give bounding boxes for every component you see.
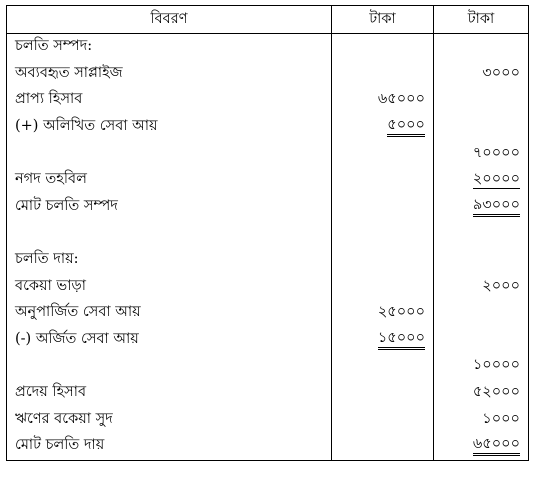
row-amount-1-cell: [332, 247, 434, 274]
row-amount-2-cell: [434, 140, 529, 167]
row-description: [7, 140, 332, 167]
table-row: [7, 353, 529, 380]
row-amount-2-cell: [434, 34, 529, 61]
row-amount-1-cell: [332, 353, 434, 380]
row-description: [7, 353, 332, 380]
table-row: [7, 87, 529, 114]
table-row: [7, 61, 529, 88]
row-amount-2-cell: [434, 433, 529, 460]
row-amount-1-cell: [332, 220, 434, 247]
row-amount-1: ৫০০০: [387, 118, 425, 137]
table-body: [7, 34, 529, 461]
table-row: [7, 300, 529, 327]
header-amount-1: টাকা: [332, 6, 434, 34]
row-amount-1: ১৫০০০: [378, 331, 425, 350]
row-amount-2: ৫২০০০: [472, 384, 520, 401]
row-description: (-) অর্জিত সেবা আয়: [7, 327, 332, 354]
row-amount-1-cell: [332, 194, 434, 221]
table-row: [7, 273, 529, 300]
row-amount-2-cell: [434, 406, 529, 433]
row-description: অনুপার্জিত সেবা আয়: [7, 300, 332, 327]
table-row: [7, 433, 529, 460]
row-amount-1-cell: [332, 380, 434, 407]
row-amount-2-cell: [434, 327, 529, 354]
row-description: চলতি সম্পদ:: [7, 34, 332, 61]
row-amount-2-cell: [434, 220, 529, 247]
row-description: নগদ তহবিল: [7, 167, 332, 194]
row-amount-2-cell: [434, 114, 529, 141]
table-row: [7, 140, 529, 167]
table-row: [7, 114, 529, 141]
row-amount-1-cell: [332, 300, 434, 327]
row-amount-1-cell: [332, 273, 434, 300]
row-description: মোট চলতি দায়: [7, 433, 332, 460]
row-description: [7, 220, 332, 247]
row-amount-1-cell: [332, 34, 434, 61]
table-row: [7, 247, 529, 274]
row-amount-2-cell: [434, 273, 529, 300]
row-amount-2-cell: [434, 61, 529, 88]
row-description: ঋণের বকেয়া সুদ: [7, 406, 332, 433]
row-amount-1-cell: [332, 114, 434, 141]
row-description: বকেয়া ভাড়া: [7, 273, 332, 300]
row-amount-1-cell: [332, 406, 434, 433]
row-description: মোট চলতি সম্পদ: [7, 194, 332, 221]
table-row: [7, 34, 529, 61]
table-row: [7, 167, 529, 194]
row-amount-2-cell: [434, 300, 529, 327]
row-amount-1-cell: [332, 327, 434, 354]
row-amount-1: ২৫০০০: [377, 304, 425, 321]
row-amount-1-cell: [332, 61, 434, 88]
row-amount-2-cell: [434, 167, 529, 194]
row-amount-1-cell: [332, 140, 434, 167]
row-description: প্রদেয় হিসাব: [7, 380, 332, 407]
row-amount-2-cell: [434, 380, 529, 407]
row-amount-2: ৯৩০০০: [473, 198, 520, 217]
row-amount-2-cell: [434, 194, 529, 221]
table-row: [7, 380, 529, 407]
row-amount-2-cell: [434, 247, 529, 274]
row-amount-2: ৭০০০০: [472, 144, 520, 161]
row-description: অব্যবহৃত সাপ্লাইজ: [7, 61, 332, 88]
row-amount-2: ৬৫০০০: [473, 437, 520, 456]
row-amount-2: ২০০০: [482, 277, 520, 294]
row-amount-2: ১০০০০: [472, 357, 520, 374]
table-row: [7, 327, 529, 354]
current-items-table: [6, 5, 529, 461]
table-row: [7, 220, 529, 247]
header-amount-2: টাকা: [434, 6, 529, 34]
row-amount-2-cell: [434, 87, 529, 114]
row-description: প্রাপ্য হিসাব: [7, 87, 332, 114]
row-amount-1-cell: [332, 87, 434, 114]
table-header-row: [7, 6, 529, 34]
row-description: চলতি দায়:: [7, 247, 332, 274]
row-amount-2: ৩০০০: [482, 64, 520, 81]
row-amount-1-cell: [332, 167, 434, 194]
row-amount-1: ৬৫০০০: [377, 91, 425, 108]
table-row: [7, 406, 529, 433]
row-amount-2: ২০০০০: [472, 171, 520, 188]
row-amount-2-cell: [434, 353, 529, 380]
table-row: [7, 194, 529, 221]
row-amount-2: ১০০০: [482, 410, 520, 427]
header-description: বিবরণ: [7, 6, 332, 34]
row-amount-1-cell: [332, 433, 434, 460]
row-description: (+) অলিখিত সেবা আয়: [7, 114, 332, 141]
